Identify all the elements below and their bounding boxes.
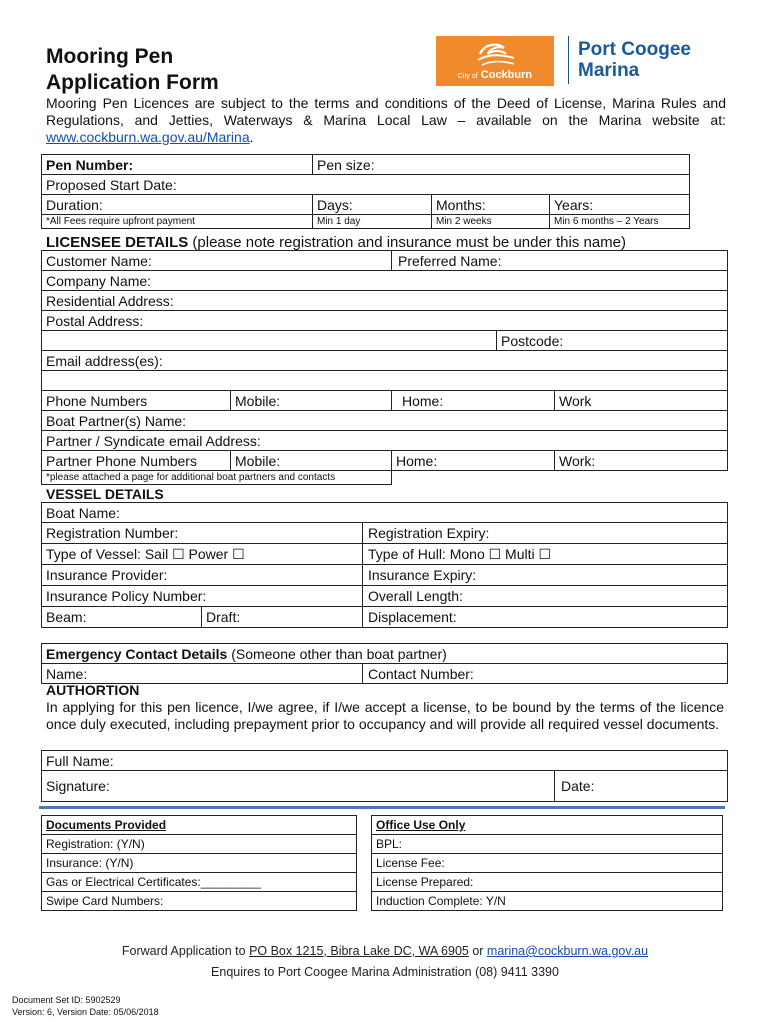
document-metadata	[12, 994, 159, 1018]
doc-swipe-card[interactable]: Swipe Card Numbers:	[42, 892, 357, 911]
postal-address-line-2[interactable]	[42, 331, 497, 351]
vessel-table	[41, 502, 728, 628]
home-field[interactable]: Home:	[392, 391, 555, 411]
vessel-heading: VESSEL DETAILS	[46, 486, 164, 502]
overall-length-field[interactable]: Overall Length:	[363, 586, 728, 607]
registration-expiry-field[interactable]: Registration Expiry:	[363, 523, 728, 544]
customer-name-field[interactable]: Customer Name:	[42, 251, 392, 271]
mobile-field[interactable]: Mobile:	[231, 391, 392, 411]
draft-field[interactable]: Draft:	[202, 607, 363, 628]
authortion-text: In applying for this pen licence, I/we agree, if I/we accept a license, to be bound by the terms of the licence once duly executed, including prepayment prior to occupancy and will provide all required vessel documents.	[46, 699, 724, 732]
emergency-heading-text: Emergency Contact Details	[46, 645, 228, 662]
min-years-note: Min 6 months – 2 Years	[550, 215, 690, 229]
registration-number-field[interactable]: Registration Number:	[42, 523, 363, 544]
duration-label: Duration:	[42, 195, 313, 215]
intro-text: Mooring Pen Licences are subject to the terms and conditions of the Deed of License, Marina Rules and Regulations, and Jetties, Waterways & Marina Local Law – available on the Marina website at:	[46, 95, 726, 128]
pen-size-field[interactable]: Pen size:	[313, 155, 690, 175]
port-coogee-marina-logo	[578, 39, 691, 81]
office-bpl[interactable]: BPL:	[372, 835, 723, 854]
brand-line-1: Port Coogee	[578, 39, 691, 60]
licensee-heading-note: (please note registration and insurance must be under this name)	[192, 234, 627, 251]
marina-website-link[interactable]: www.cockburn.wa.gov.au/Marina	[46, 129, 250, 145]
emergency-heading	[42, 644, 728, 664]
office-heading: Office Use Only	[372, 816, 723, 835]
po-box-address: PO Box 1215, Bibra Lake DC, WA 6905	[249, 944, 469, 958]
authortion-heading: AUTHORTION	[46, 682, 140, 698]
displacement-field[interactable]: Displacement:	[363, 607, 728, 628]
signature-field[interactable]: Signature:	[42, 771, 555, 802]
office-induction[interactable]: Induction Complete: Y/N	[372, 892, 723, 911]
page-title	[46, 44, 219, 96]
hull-type-field[interactable]: Type of Hull: Mono ☐ Multi ☐	[363, 544, 728, 565]
days-field[interactable]: Days:	[313, 195, 432, 215]
emergency-contact-table	[41, 643, 728, 684]
documents-provided-table	[41, 815, 357, 911]
marina-email-link[interactable]: marina@cockburn.wa.gov.au	[486, 944, 649, 958]
licensee-heading-text: LICENSEE DETAILS	[46, 234, 189, 251]
partner-mobile-field[interactable]: Mobile:	[231, 451, 392, 471]
months-field[interactable]: Months:	[432, 195, 550, 215]
beam-field[interactable]: Beam:	[42, 607, 202, 628]
residential-address-field[interactable]: Residential Address:	[42, 291, 728, 311]
signature-table	[41, 750, 728, 802]
company-name-field[interactable]: Company Name:	[42, 271, 728, 291]
partner-phone-label: Partner Phone Numbers	[42, 451, 231, 471]
office-license-prepared[interactable]: License Prepared:	[372, 873, 723, 892]
preferred-name-field[interactable]: Preferred Name:	[392, 251, 728, 271]
pen-details-table	[41, 154, 690, 229]
licensee-table	[41, 250, 728, 485]
boat-name-field[interactable]: Boat Name:	[42, 503, 728, 523]
pen-number-field[interactable]: Pen Number:	[42, 155, 313, 175]
insurance-policy-field[interactable]: Insurance Policy Number:	[42, 586, 363, 607]
phone-numbers-label: Phone Numbers	[42, 391, 231, 411]
forward-or: or	[468, 944, 487, 958]
partner-home-field[interactable]: Home:	[392, 451, 555, 471]
emergency-heading-note: (Someone other than boat partner)	[231, 645, 447, 662]
emergency-name-field[interactable]: Name:	[42, 664, 363, 684]
attach-note: *please attached a page for additional boat partners and contacts	[42, 471, 392, 485]
insurance-provider-field[interactable]: Insurance Provider:	[42, 565, 363, 586]
city-of-label: City of	[457, 73, 478, 80]
document-version: Version: 6, Version Date: 05/06/2018	[12, 1007, 159, 1017]
doc-registration[interactable]: Registration: (Y/N)	[42, 835, 357, 854]
min-weeks-note: Min 2 weeks	[432, 215, 550, 229]
doc-certificates[interactable]: Gas or Electrical Certificates:_________	[42, 873, 357, 892]
email-field[interactable]: Email address(es):	[42, 351, 728, 371]
office-use-table	[371, 815, 723, 911]
doc-insurance[interactable]: Insurance: (Y/N)	[42, 854, 357, 873]
postcode-field[interactable]: Postcode:	[497, 331, 728, 351]
office-license-fee[interactable]: License Fee:	[372, 854, 723, 873]
partner-work-field[interactable]: Work:	[555, 451, 728, 471]
insurance-expiry-field[interactable]: Insurance Expiry:	[363, 565, 728, 586]
fees-note: *All Fees require upfront payment	[42, 215, 313, 229]
date-field[interactable]: Date:	[555, 771, 728, 802]
emergency-contact-field[interactable]: Contact Number:	[363, 664, 728, 684]
wave-icon	[476, 40, 516, 68]
document-set-id: Document Set ID: 5902529	[12, 995, 121, 1005]
forward-prefix: Forward Application to	[121, 944, 250, 958]
vessel-type-field[interactable]: Type of Vessel: Sail ☐ Power ☐	[42, 544, 363, 565]
enquiries-line: Enquires to Port Coogee Marina Administration (08) 9411 3390	[211, 965, 559, 979]
licensee-heading	[46, 234, 626, 251]
start-date-field[interactable]: Proposed Start Date:	[42, 175, 690, 195]
cockburn-label: Cockburn	[480, 69, 533, 81]
title-line-2: Application Form	[46, 71, 219, 94]
brand-line-2: Marina	[578, 60, 640, 81]
intro-paragraph	[46, 95, 726, 146]
postal-address-field[interactable]: Postal Address:	[42, 311, 728, 331]
boat-partner-field[interactable]: Boat Partner(s) Name:	[42, 411, 728, 431]
title-line-1: Mooring Pen	[46, 45, 174, 68]
work-field[interactable]: Work	[555, 391, 728, 411]
forward-line	[0, 944, 770, 958]
documents-heading: Documents Provided	[42, 816, 357, 835]
logo-divider	[568, 36, 569, 84]
full-name-field[interactable]: Full Name:	[42, 751, 728, 771]
min-day-note: Min 1 day	[313, 215, 432, 229]
email-field-line-2[interactable]	[42, 371, 728, 391]
years-field[interactable]: Years:	[550, 195, 690, 215]
city-of-cockburn-logo	[436, 36, 554, 86]
intro-end: .	[249, 129, 254, 145]
partner-email-field[interactable]: Partner / Syndicate email Address:	[42, 431, 728, 451]
divider-bar	[39, 806, 725, 809]
